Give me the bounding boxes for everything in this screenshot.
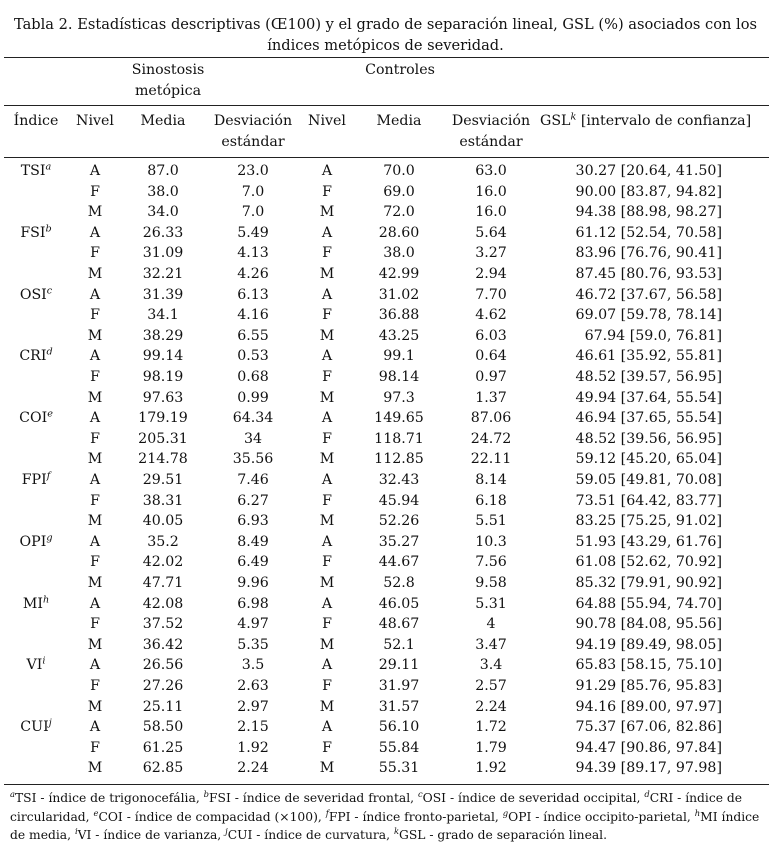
footnote-mark: g: [502, 807, 509, 818]
gsl-sup: k: [570, 111, 577, 123]
media-sinostosis: 40.05: [142, 513, 184, 530]
desviacion-sinostosis: 2.63: [237, 678, 269, 694]
desviacion-controles: 1.37: [475, 389, 507, 406]
desviacion-controles: 1.92: [475, 760, 507, 777]
desviacion-controles: 10.3: [475, 533, 507, 550]
desviacion-sinostosis: 9.96: [237, 575, 269, 591]
gsl-interval: 73.51 [64.42, 83.77]: [575, 492, 722, 509]
media-sinostosis: 98.19: [142, 369, 184, 385]
nivel-controles: M: [319, 513, 335, 530]
desviacion-1-line-1: Desviación: [213, 113, 293, 129]
desviacion-controles: 1.79: [475, 739, 507, 756]
nivel-sinostosis: A: [89, 348, 101, 365]
nivel-controles: A: [321, 410, 333, 427]
nivel-sinostosis: M: [87, 636, 103, 653]
footnotes: [10, 789, 762, 845]
desviacion-controles: 24.72: [470, 430, 512, 447]
media-sinostosis: 26.56: [142, 657, 184, 674]
gsl-interval: 64.88 [55.94, 74.70]: [575, 595, 722, 612]
index-label: VI: [26, 657, 43, 674]
footnote-mark: j: [225, 825, 228, 836]
media-controles: 45.94: [378, 492, 420, 509]
media-sinostosis: 38.29: [142, 327, 184, 344]
footnote-mark: b: [203, 788, 210, 799]
desviacion-sinostosis: 0.68: [237, 369, 269, 385]
nivel-sinostosis: F: [90, 492, 100, 509]
desviacion-sinostosis: 4.16: [237, 307, 269, 324]
gsl-interval: 87.45 [80.76, 93.53]: [575, 266, 722, 282]
nivel-sinostosis: F: [90, 183, 100, 200]
index-footnote-mark: i: [42, 655, 46, 667]
nivel-sinostosis: A: [89, 472, 101, 488]
media-controles: 149.65: [374, 410, 424, 427]
desviacion-controles: 7.70: [475, 286, 507, 303]
desviacion-sinostosis: 5.35: [237, 636, 269, 653]
desviacion-controles: 0.64: [475, 348, 507, 365]
media-sinostosis: 25.11: [142, 698, 184, 715]
desviacion-sinostosis: 64.34: [232, 410, 274, 427]
desviacion-controles: 1.72: [475, 719, 507, 736]
index-name: [6, 161, 66, 182]
index-label: CUI: [20, 719, 49, 736]
gsl-interval: 94.47 [90.86, 97.84]: [575, 739, 722, 756]
nivel-sinostosis: M: [87, 327, 103, 344]
nivel-sinostosis: F: [90, 616, 100, 633]
gsl-interval: 94.19 [89.49, 98.05]: [575, 636, 722, 653]
index-name: [6, 594, 66, 615]
desviacion-sinostosis: 4.13: [237, 245, 269, 262]
media-sinostosis: 214.78: [138, 451, 188, 468]
gsl-interval: 94.38 [88.98, 98.27]: [575, 204, 722, 221]
index-label: COI: [19, 410, 48, 427]
nivel-sinostosis: F: [90, 245, 100, 262]
index-label: FPI: [21, 472, 47, 488]
group-header-sinostosis: [118, 60, 218, 102]
col-header-desviacion-1: [212, 111, 294, 153]
index-name: [6, 223, 66, 244]
nivel-sinostosis: F: [90, 369, 100, 385]
desviacion-sinostosis: 0.99: [237, 389, 269, 406]
col-header-indice: Índice: [13, 113, 59, 129]
gsl-interval: 30.27 [20.64, 41.50]: [575, 163, 722, 179]
index-name: [6, 346, 66, 367]
gsl-interval: 61.12 [52.54, 70.58]: [575, 224, 722, 241]
desviacion-sinostosis: 35.56: [232, 451, 274, 468]
gsl-interval: 91.29 [85.76, 95.83]: [575, 678, 722, 694]
nivel-controles: F: [322, 183, 332, 200]
desviacion-sinostosis: 34: [243, 430, 263, 447]
nivel-controles: F: [322, 369, 332, 385]
media-sinostosis: 97.63: [142, 389, 184, 406]
desviacion-controles: 16.0: [475, 204, 507, 221]
gsl-interval: 90.78 [84.08, 95.56]: [575, 616, 722, 633]
media-sinostosis: 31.39: [142, 286, 184, 303]
index-footnote-mark: e: [47, 408, 53, 420]
index-footnote-mark: d: [46, 346, 53, 358]
desviacion-sinostosis: 7.46: [237, 472, 269, 488]
footnote-text: GSL - grado de separación lineal.: [399, 828, 608, 842]
nivel-controles: A: [321, 163, 333, 179]
desviacion-controles: 6.03: [475, 327, 507, 344]
nivel-controles: F: [322, 554, 332, 571]
nivel-controles: F: [322, 739, 332, 756]
desviacion-sinostosis: 2.24: [237, 760, 269, 777]
gsl-interval: 75.37 [67.06, 82.86]: [575, 719, 722, 736]
desviacion-sinostosis: 6.55: [237, 327, 269, 344]
gsl-interval: 46.94 [37.65, 55.54]: [575, 410, 722, 427]
media-sinostosis: 34.0: [147, 204, 179, 221]
media-sinostosis: 62.85: [142, 760, 184, 777]
footnote-text: OSI - índice de severidad occipital,: [422, 791, 645, 805]
nivel-controles: M: [319, 389, 335, 406]
desviacion-sinostosis: 6.13: [237, 286, 269, 303]
index-footnote-mark: h: [42, 593, 50, 605]
footnote-mark: i: [74, 825, 78, 836]
media-controles: 43.25: [378, 327, 420, 344]
gsl-interval: 61.08 [52.62, 70.92]: [575, 554, 722, 571]
nivel-controles: M: [319, 204, 335, 221]
footnote-text: CRI - índice de circularidad,: [10, 791, 743, 824]
nivel-controles: A: [321, 348, 333, 365]
desviacion-controles: 8.14: [475, 472, 507, 488]
nivel-sinostosis: F: [90, 739, 100, 756]
index-label: MI: [22, 595, 43, 612]
nivel-sinostosis: M: [87, 698, 103, 715]
nivel-controles: F: [322, 245, 332, 262]
media-sinostosis: 42.08: [142, 595, 184, 612]
media-sinostosis: 31.09: [142, 245, 184, 262]
nivel-sinostosis: A: [89, 224, 101, 241]
media-controles: 56.10: [378, 719, 420, 736]
media-sinostosis: 87.0: [147, 163, 179, 179]
media-sinostosis: 34.1: [147, 307, 179, 324]
media-controles: 52.1: [383, 636, 415, 653]
media-controles: 44.67: [378, 554, 420, 571]
gsl-interval: 48.52 [39.56, 56.95]: [575, 430, 722, 447]
index-footnote-mark: f: [46, 470, 51, 482]
desviacion-sinostosis: 4.97: [237, 616, 269, 633]
desviacion-controles: 5.51: [475, 513, 507, 530]
media-controles: 55.84: [378, 739, 420, 756]
nivel-sinostosis: F: [90, 554, 100, 571]
desviacion-controles: 2.57: [475, 678, 507, 694]
desviacion-sinostosis: 4.26: [237, 266, 269, 282]
media-controles: 99.1: [383, 348, 415, 365]
nivel-sinostosis: F: [90, 678, 100, 694]
nivel-sinostosis: M: [87, 760, 103, 777]
media-controles: 55.31: [378, 760, 420, 777]
gsl-interval: 94.16 [89.00, 97.97]: [575, 698, 722, 715]
nivel-sinostosis: A: [89, 719, 101, 736]
nivel-sinostosis: F: [90, 307, 100, 324]
col-header-desviacion-2: [450, 111, 532, 153]
nivel-sinostosis: M: [87, 513, 103, 530]
nivel-sinostosis: A: [89, 410, 101, 427]
nivel-sinostosis: A: [89, 163, 101, 179]
gsl-interval: 59.12 [45.20, 65.04]: [575, 451, 722, 468]
media-controles: 29.11: [378, 657, 420, 674]
media-sinostosis: 29.51: [142, 472, 184, 488]
nivel-sinostosis: M: [87, 389, 103, 406]
col-header-media-1: Media: [140, 113, 186, 129]
footnote-mark: d: [644, 788, 650, 799]
desviacion-controles: 63.0: [475, 163, 507, 179]
media-sinostosis: 36.42: [142, 636, 184, 653]
gsl-interval: 59.05 [49.81, 70.08]: [575, 472, 722, 488]
media-controles: 98.14: [378, 369, 420, 385]
desviacion-sinostosis: 3.5: [241, 657, 265, 674]
gsl-interval: 49.94 [37.64, 55.54]: [575, 389, 722, 406]
desviacion-controles: 0.97: [475, 369, 507, 385]
col-header-gsl: [540, 111, 764, 132]
header-rule: [4, 105, 769, 106]
desviacion-controles: 6.18: [475, 492, 507, 509]
desviacion-sinostosis: 7.0: [241, 183, 265, 200]
nivel-sinostosis: A: [89, 595, 101, 612]
col-header-nivel-2: Nivel: [308, 113, 346, 129]
nivel-controles: M: [319, 636, 335, 653]
media-controles: 35.27: [378, 533, 420, 550]
desviacion-sinostosis: 6.49: [237, 554, 269, 571]
gsl-name: GSL: [540, 113, 571, 129]
index-footnote-mark: g: [46, 532, 53, 544]
desviacion-sinostosis: 7.0: [241, 204, 265, 221]
desviacion-1-line-2: estándar: [221, 134, 285, 150]
footnote-text: FPI - índice fronto-parietal,: [328, 809, 503, 824]
media-sinostosis: 99.14: [142, 348, 184, 365]
footnote-text: CUI - índice de curvatura,: [227, 828, 394, 842]
desviacion-sinostosis: 0.53: [237, 348, 269, 365]
nivel-controles: M: [319, 451, 335, 468]
gsl-interval: 85.32 [79.91, 90.92]: [575, 575, 722, 591]
gsl-interval: 67.94 [59.0, 76.81]: [584, 327, 722, 344]
index-label: CRI: [19, 348, 47, 365]
nivel-controles: A: [321, 472, 333, 488]
gsl-interval: 83.96 [76.76, 90.41]: [575, 245, 722, 262]
gsl-interval: 46.61 [35.92, 55.81]: [575, 348, 722, 365]
desviacion-controles: 3.4: [479, 657, 503, 674]
nivel-sinostosis: A: [89, 286, 101, 303]
desviacion-controles: 22.11: [470, 451, 512, 468]
desviacion-2-line-2: estándar: [459, 134, 523, 150]
footnote-text: TSI - índice de trigonocefália,: [14, 791, 204, 805]
media-controles: 52.8: [383, 575, 415, 591]
index-label: OPI: [19, 533, 47, 550]
nivel-controles: A: [321, 286, 333, 303]
table-caption: [0, 14, 771, 56]
desviacion-2-line-1: Desviación: [451, 113, 531, 129]
index-name: [6, 717, 66, 738]
nivel-controles: A: [321, 719, 333, 736]
media-controles: 48.67: [378, 616, 420, 633]
media-controles: 97.3: [383, 389, 415, 406]
media-sinostosis: 61.25: [142, 739, 184, 756]
nivel-controles: F: [322, 616, 332, 633]
media-controles: 118.71: [374, 430, 424, 447]
nivel-controles: M: [319, 760, 335, 777]
top-rule: [4, 57, 769, 58]
media-sinostosis: 42.02: [142, 554, 184, 571]
media-controles: 70.0: [383, 163, 415, 179]
col-header-media-2: Media: [376, 113, 422, 129]
media-controles: 38.0: [383, 245, 415, 262]
gsl-interval: 48.52 [39.57, 56.95]: [575, 369, 722, 385]
gsl-interval: 90.00 [83.87, 94.82]: [575, 183, 722, 200]
nivel-controles: A: [321, 533, 333, 550]
nivel-controles: M: [319, 266, 335, 282]
nivel-controles: M: [319, 575, 335, 591]
footnote-text: FSI - índice de severidad frontal,: [209, 791, 418, 805]
desviacion-controles: 3.27: [475, 245, 507, 262]
media-sinostosis: 47.71: [142, 575, 184, 591]
media-controles: 36.88: [378, 307, 420, 324]
media-sinostosis: 27.26: [142, 678, 184, 694]
nivel-controles: A: [321, 657, 333, 674]
desviacion-controles: 5.31: [475, 595, 507, 612]
gsl-interval: 94.39 [89.17, 97.98]: [575, 760, 722, 777]
desviacion-sinostosis: 2.97: [237, 698, 269, 715]
media-sinostosis: 26.33: [142, 224, 184, 241]
footnote-text: VI - índice de varianza,: [77, 828, 226, 842]
media-sinostosis: 179.19: [138, 410, 188, 427]
media-sinostosis: 58.50: [142, 719, 184, 736]
nivel-controles: M: [319, 327, 335, 344]
media-controles: 69.0: [383, 183, 415, 200]
media-controles: 31.02: [378, 286, 420, 303]
media-controles: 52.26: [378, 513, 420, 530]
gsl-interval: 46.72 [37.67, 56.58]: [575, 286, 722, 303]
index-name: [6, 655, 66, 676]
desviacion-controles: 5.64: [475, 224, 507, 241]
caption-line-1: Tabla 2. Estadísticas descriptivas (Œ100) y el grado de separación lineal, GSL (%) asociados con los: [13, 16, 757, 33]
desviacion-sinostosis: 1.92: [237, 739, 269, 756]
gsl-interval: 65.83 [58.15, 75.10]: [575, 657, 722, 674]
index-footnote-mark: b: [45, 223, 52, 235]
desviacion-controles: 16.0: [475, 183, 507, 200]
footnote-text: COI - índice de compacidad (×100),: [98, 809, 326, 824]
desviacion-sinostosis: 6.98: [237, 595, 269, 612]
desviacion-controles: 9.58: [475, 575, 507, 591]
desviacion-controles: 4.62: [475, 307, 507, 324]
nivel-controles: F: [322, 307, 332, 324]
nivel-sinostosis: F: [90, 430, 100, 447]
desviacion-sinostosis: 2.15: [237, 719, 269, 736]
gsl-interval: 69.07 [59.78, 78.14]: [575, 307, 722, 324]
index-footnote-mark: j: [48, 717, 52, 729]
media-sinostosis: 38.31: [142, 492, 184, 509]
desviacion-controles: 2.24: [475, 698, 507, 715]
nivel-controles: F: [322, 430, 332, 447]
footnote-mark: a: [10, 788, 15, 799]
gsl-interval: 83.25 [75.25, 91.02]: [575, 513, 722, 530]
nivel-sinostosis: A: [89, 533, 101, 550]
sinostosis-line-1: Sinostosis: [131, 62, 205, 78]
media-controles: 31.57: [378, 698, 420, 715]
desviacion-sinostosis: 6.93: [237, 513, 269, 530]
media-controles: 31.97: [378, 678, 420, 694]
footnote-mark: h: [694, 807, 701, 818]
desviacion-sinostosis: 6.27: [237, 492, 269, 509]
index-footnote-mark: a: [45, 161, 52, 173]
desviacion-sinostosis: 23.0: [237, 163, 269, 179]
media-sinostosis: 32.21: [142, 266, 184, 282]
media-controles: 112.85: [374, 451, 424, 468]
media-sinostosis: 35.2: [147, 533, 179, 550]
nivel-controles: A: [321, 595, 333, 612]
desviacion-controles: 2.94: [475, 266, 507, 282]
nivel-sinostosis: M: [87, 451, 103, 468]
desviacion-sinostosis: 5.49: [237, 224, 269, 241]
index-name: [6, 470, 66, 491]
nivel-controles: A: [321, 224, 333, 241]
desviacion-controles: 7.56: [475, 554, 507, 571]
sinostosis-line-2: metópica: [134, 83, 202, 99]
nivel-sinostosis: M: [87, 575, 103, 591]
nivel-controles: F: [322, 678, 332, 694]
media-sinostosis: 37.52: [142, 616, 184, 633]
media-controles: 32.43: [378, 472, 420, 488]
media-controles: 42.99: [378, 266, 420, 282]
index-name: [6, 408, 66, 429]
nivel-sinostosis: M: [87, 204, 103, 221]
nivel-controles: M: [319, 698, 335, 715]
media-sinostosis: 205.31: [138, 430, 188, 447]
media-controles: 46.05: [378, 595, 420, 612]
footnote-mark: e: [93, 807, 99, 818]
body-rule: [4, 157, 769, 158]
desviacion-controles: 4: [486, 616, 496, 633]
bottom-rule: [4, 784, 769, 785]
footnote-text: MI índice de media,: [10, 809, 760, 842]
index-label: TSI: [20, 163, 46, 179]
footnote-mark: f: [325, 807, 329, 818]
index-name: [6, 285, 66, 306]
index-label: FSI: [20, 224, 46, 241]
media-sinostosis: 38.0: [147, 183, 179, 200]
desviacion-sinostosis: 8.49: [237, 533, 269, 550]
media-controles: 28.60: [378, 224, 420, 241]
nivel-sinostosis: A: [89, 657, 101, 674]
footnote-text: OPI - índice occipito-parietal,: [508, 809, 695, 824]
desviacion-controles: 87.06: [470, 410, 512, 427]
media-controles: 72.0: [383, 204, 415, 221]
nivel-sinostosis: M: [87, 266, 103, 282]
footnote-mark: k: [393, 825, 400, 836]
index-label: OSI: [19, 286, 47, 303]
gsl-rest: [intervalo de confianza]: [576, 113, 752, 129]
index-name: [6, 532, 66, 553]
desviacion-controles: 3.47: [475, 636, 507, 653]
group-header-controles: Controles: [365, 62, 435, 78]
nivel-controles: F: [322, 492, 332, 509]
index-footnote-mark: c: [46, 284, 53, 296]
footnote-mark: c: [417, 788, 423, 799]
caption-line-2: índices metópicos de severidad.: [267, 37, 504, 54]
col-header-nivel-1: Nivel: [76, 113, 114, 129]
gsl-interval: 51.93 [43.29, 61.76]: [575, 533, 722, 550]
